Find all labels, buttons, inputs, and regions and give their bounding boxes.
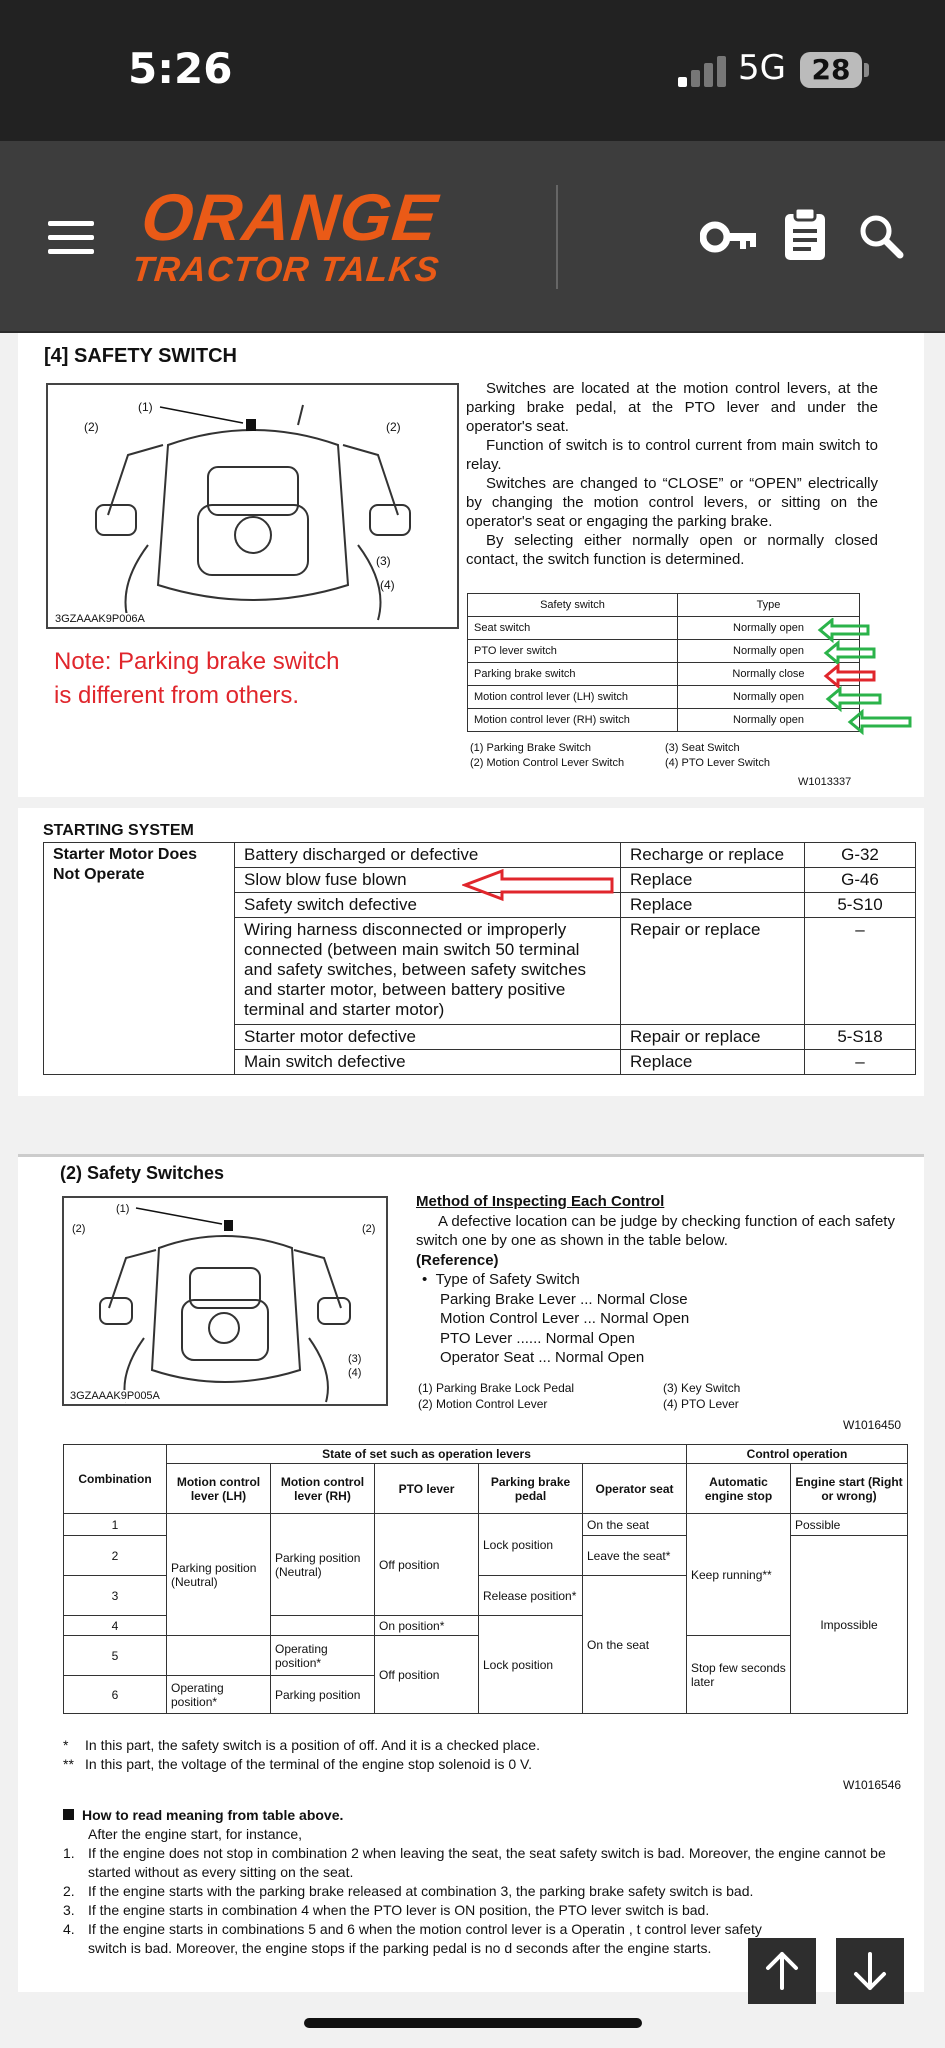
how-title-text: How to read meaning from table above. — [82, 1807, 344, 1823]
switch-legend — [470, 741, 830, 771]
legend-item: (3) Seat Switch — [665, 742, 740, 754]
brake-cell: Lock position — [479, 1616, 583, 1714]
menu-icon[interactable] — [48, 221, 94, 255]
scroll-down-button[interactable] — [836, 1938, 904, 2004]
legend-item: (2) Motion Control Lever Switch — [470, 757, 625, 769]
page-title: (2) Safety Switches — [60, 1163, 225, 1183]
switch-type: Normally open — [678, 640, 860, 663]
engine-start-cell: Impossible — [791, 1536, 908, 1714]
cause: Battery discharged or defective — [235, 843, 621, 868]
doc-ref: W1016450 — [843, 1418, 902, 1432]
col-rh: Motion control lever (RH) — [271, 1464, 375, 1514]
how-item-text: If the engine starts in combinations 5 and 6 when the motion control lever is a Operatin , t control lever safety switch is bad. Moreover, the engine stops if the parking pedal is no d seconds after the engine starts. — [88, 1921, 762, 1956]
table-row — [468, 617, 860, 640]
seat-cell: On the seat — [583, 1514, 687, 1536]
solution: Replace — [621, 1050, 805, 1075]
mower-illustration — [48, 385, 457, 627]
combination-number: 4 — [64, 1616, 167, 1636]
para-3: Switches are changed to “CLOSE” or “OPEN” electrically by changing the motion control levers, or sitting on the operator's seat or engaging the parking brake. — [466, 475, 878, 530]
cause: Slow blow fuse blown — [235, 868, 621, 893]
legend-item: (4) PTO Lever Switch — [665, 757, 770, 769]
reference: G-46 — [805, 868, 916, 893]
footnote-text: In this part, the safety switch is a position of off. And it is a checked place. — [85, 1737, 540, 1753]
pto-cell: Off position — [375, 1514, 479, 1616]
mower-illustration-2 — [64, 1198, 386, 1404]
switch-marker — [246, 419, 256, 431]
home-indicator[interactable] — [304, 2018, 642, 2028]
brake-cell: Release position* — [479, 1576, 583, 1616]
svg-text:(2): (2) — [362, 1223, 376, 1235]
col-pto: PTO lever — [375, 1464, 479, 1514]
search-icon[interactable] — [858, 213, 904, 259]
safety-switch-table — [467, 593, 860, 732]
red-arrow-annotation — [462, 868, 616, 902]
switch-name: PTO lever switch — [468, 640, 678, 663]
how-item: 3. If the engine starts in combination 4 when the PTO lever is ON position, the PTO lever switch is bad. — [63, 1902, 710, 1918]
signal-icon — [678, 55, 730, 87]
type-item: Motion Control Lever ... Normal Open — [440, 1310, 690, 1327]
switch-name: Seat switch — [468, 617, 678, 640]
callout-1: (1) — [138, 400, 153, 414]
how-item-text: If the engine starts in combination 4 when the PTO lever is ON position, the PTO lever switch is bad. — [88, 1902, 710, 1918]
col-safety-switch: Safety switch — [468, 594, 678, 617]
combination-number: 1 — [64, 1514, 167, 1536]
switch-name: Motion control lever (LH) switch — [468, 686, 678, 709]
para-1: Switches are located at the motion control levers, at the parking brake pedal, at the PTO lever and under the operator's seat. — [466, 380, 878, 435]
key-icon[interactable] — [700, 219, 758, 255]
mower-diagram — [46, 383, 459, 629]
reference: 5-S10 — [805, 893, 916, 918]
col-combination: Combination — [64, 1445, 167, 1514]
col-lh: Motion control lever (LH) — [167, 1464, 271, 1514]
how-item: 4. If the engine starts in combinations 5 and 6 when the motion control lever is a Operatin , t control lever safety switch is bad. Moreover, the engine stops if the parking pedal is no d seconds after the engine starts. — [63, 1920, 923, 1958]
doc-ref: W1013337 — [798, 776, 852, 788]
diagram-code: 3GZAAAK9P005A — [67, 1390, 163, 1402]
table-row — [44, 843, 916, 868]
status-time: 5:26 — [128, 44, 233, 93]
how-intro: After the engine start, for instance, — [88, 1826, 303, 1842]
callout-3: (3) — [376, 554, 391, 568]
inspection-method — [416, 1192, 906, 1368]
legend-item: (3) Key Switch — [663, 1381, 741, 1395]
col-engine-start: Engine start (Right or wrong) — [791, 1464, 908, 1514]
pto-cell: On position* — [375, 1616, 479, 1636]
scroll-up-icon — [748, 1938, 816, 2004]
reference: G-32 — [805, 843, 916, 868]
how-item-text: If the engine does not stop in combination 2 when leaving the seat, the seat safety switch is bad. Moreover, the engine cannot be started without as every sitting on the seat. — [88, 1845, 886, 1880]
switch-name: Motion control lever (RH) switch — [468, 709, 678, 732]
lever-legend — [418, 1380, 818, 1412]
reference: 5-S18 — [805, 1025, 916, 1050]
callout-2-left: (2) — [84, 420, 99, 434]
svg-text:(3): (3) — [348, 1353, 362, 1365]
battery-icon: 28 — [800, 52, 862, 88]
status-bar — [0, 0, 945, 141]
combination-number: 6 — [64, 1676, 167, 1714]
how-item: 1. If the engine does not stop in combination 2 when leaving the seat, the seat safety switch is bad. Moreover, the engine cannot be started without as every sitting on the seat. — [63, 1844, 923, 1882]
reference: – — [805, 918, 916, 1025]
svg-text:(2): (2) — [72, 1223, 86, 1235]
symptom-cell: Starter Motor Does Not Operate — [44, 843, 235, 1075]
switch-type: Normally open — [678, 709, 860, 732]
table-row — [468, 663, 860, 686]
switch-type: Normally open — [678, 617, 860, 640]
switch-type: Normally open — [678, 686, 860, 709]
page-title: [4] SAFETY SWITCH — [44, 345, 237, 367]
footnote: ** In this part, the voltage of the terminal of the engine stop solenoid is 0 V. — [63, 1756, 532, 1772]
lh-cell: Parking position (Neutral) — [167, 1514, 271, 1636]
col-seat: Operator seat — [583, 1464, 687, 1514]
red-note: Note: Parking brake switch is different from others. — [54, 648, 340, 709]
cause: Main switch defective — [235, 1050, 621, 1075]
switch-description — [466, 379, 878, 569]
footnote: * In this part, the safety switch is a position of off. And it is a checked place. — [63, 1737, 540, 1753]
auto-stop-cell: Keep running** — [687, 1514, 791, 1636]
group-control: Control operation — [687, 1445, 908, 1464]
type-item: Parking Brake Lever ... Normal Close — [440, 1290, 688, 1308]
scroll-down-icon — [836, 1938, 904, 2004]
table-footnotes — [63, 1736, 903, 1774]
legend-item: (1) Parking Brake Switch — [470, 742, 592, 754]
combination-number: 5 — [64, 1636, 167, 1676]
scroll-up-button[interactable] — [748, 1938, 816, 2004]
col-brake: Parking brake pedal — [479, 1464, 583, 1514]
rh-cell: Parking position — [271, 1676, 375, 1714]
type-item: Operator Seat ... Normal Open — [440, 1349, 645, 1366]
how-item-text: If the engine starts with the parking brake released at combination 3, the parking brake safety switch is bad. — [88, 1883, 754, 1899]
type-title-text: Type of Safety Switch — [435, 1271, 580, 1288]
seat-cell: On the seat — [583, 1576, 687, 1714]
solution: Repair or replace — [621, 918, 805, 1025]
how-title — [63, 1806, 923, 1825]
solution: Recharge or replace — [621, 843, 805, 868]
brake-cell: Lock position — [479, 1514, 583, 1576]
doc-ref: W1016546 — [843, 1778, 902, 1792]
cause: Wiring harness disconnected or improperly connected (between main switch 50 terminal and safety switches, between safety switches and starter motor, between battery positive terminal and starter motor) — [235, 918, 621, 1025]
table-row — [468, 709, 860, 732]
legend-item: (2) Motion Control Lever — [418, 1397, 548, 1411]
reference: – — [805, 1050, 916, 1075]
table-row — [468, 686, 860, 709]
method-title: Method of Inspecting Each Control — [416, 1193, 665, 1210]
pto-cell: Off position — [375, 1636, 479, 1714]
logo-line1: ORANGE — [138, 180, 442, 254]
logo-line2: TRACTOR TALKS — [130, 250, 442, 289]
combination-number: 2 — [64, 1536, 167, 1576]
lh-empty — [167, 1636, 271, 1676]
page-edge — [18, 1154, 924, 1157]
network-label: 5G — [738, 48, 786, 88]
diagram-code: 3GZAAAK9P006A — [52, 613, 148, 625]
cause: Starter motor defective — [235, 1025, 621, 1050]
battery-cap — [864, 63, 869, 77]
combination-number: 3 — [64, 1576, 167, 1616]
rh-cell: Operating position* — [271, 1636, 375, 1676]
para-4: By selecting either normally open or normally closed contact, the switch function is determined. — [466, 532, 878, 568]
header-divider — [556, 185, 558, 289]
auto-stop-cell: Stop few seconds later — [687, 1636, 791, 1714]
mower-diagram-2 — [62, 1196, 388, 1406]
app-header — [0, 141, 945, 333]
starting-system-section — [18, 808, 924, 1096]
safety-switches-page — [18, 1154, 924, 1992]
switch-name: Parking brake switch — [468, 663, 678, 686]
type-item: PTO Lever ...... Normal Open — [440, 1329, 635, 1347]
safety-switch-page — [18, 333, 924, 797]
svg-text:(1): (1) — [116, 1203, 130, 1215]
legend-item: (1) Parking Brake Lock Pedal — [418, 1381, 575, 1395]
solution: Replace — [621, 893, 805, 918]
reference-label: (Reference) — [416, 1251, 499, 1269]
callout-4: (4) — [380, 578, 395, 592]
method-text: A defective location can be judge by checking function of each safety switch one by one as shown in the table below. — [416, 1212, 895, 1249]
annotation-arrows — [810, 618, 920, 758]
svg-text:(4): (4) — [348, 1367, 362, 1379]
rh-cell: Parking position (Neutral) — [271, 1514, 375, 1616]
clipboard-icon[interactable] — [782, 207, 828, 261]
col-type: Type — [678, 594, 860, 617]
switch-type: Normally close — [678, 663, 860, 686]
type-title: • Type of Safety Switch — [422, 1271, 580, 1288]
rh-empty — [271, 1616, 375, 1636]
solution: Replace — [621, 868, 805, 893]
how-item: 2. If the engine starts with the parking brake released at combination 3, the parking brake safety switch is bad. — [63, 1883, 754, 1899]
engine-start-cell: Possible — [791, 1514, 908, 1536]
site-logo[interactable] — [132, 179, 522, 299]
lh-cell: Operating position* — [167, 1676, 271, 1714]
table-row — [468, 640, 860, 663]
legend-item: (4) PTO Lever — [663, 1397, 739, 1411]
solution: Repair or replace — [621, 1025, 805, 1050]
cause: Safety switch defective — [235, 893, 621, 918]
para-2: Function of switch is to control current from main switch to relay. — [466, 437, 878, 473]
col-auto-stop: Automatic engine stop — [687, 1464, 791, 1514]
combination-table — [63, 1444, 908, 1714]
seat-cell: Leave the seat* — [583, 1536, 687, 1576]
footnote-text: In this part, the voltage of the terminal of the engine stop solenoid is 0 V. — [85, 1756, 532, 1772]
group-levers: State of set such as operation levers — [167, 1445, 687, 1464]
callout-2-right: (2) — [386, 420, 401, 434]
how-to-read — [63, 1806, 923, 1958]
section-title: STARTING SYSTEM — [43, 822, 194, 839]
